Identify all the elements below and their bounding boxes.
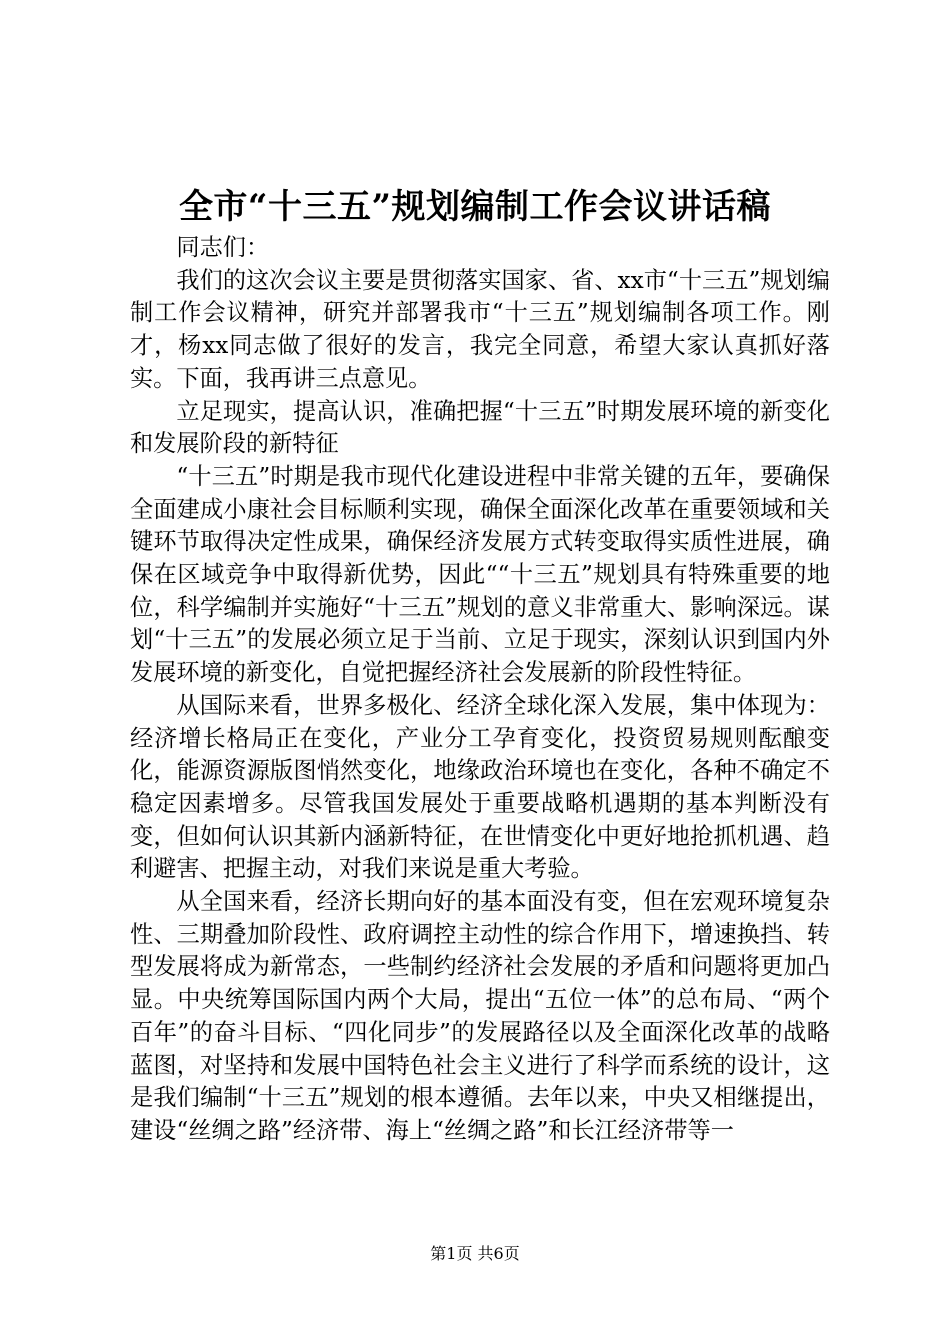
paragraph-3: 从国际来看，世界多极化、经济全球化深入发展，集中体现为：经济增长格局正在变化，产业分工孕育变化，投资贸易规则酝酿变化，能源资源版图悄然变化，地缘政治环境也在变化，各种不确定不稳定因素增多。尽管我国发展处于重要战略机遇期的基本判断没有变，但如何认识其新内涵新特征，在世情变化中更好地抢抓机遇、趋利避害、把握主动，对我们来说是重大考验。 <box>130 691 830 883</box>
paragraph-2: “十三五”时期是我市现代化建设进程中非常关键的五年，要确保全面建成小康社会目标顺利实现，确保全面深化改革在重要领域和关键环节取得决定性成果，确保经济发展方式转变取得实质性进展，确保在区域竞争中取得新优势，因此““十三五”规划具有特殊重要的地位，科学编制并实施好“十三五”规划的意义非常重大、影响深远。谋划“十三五”的发展必须立足于当前、立足于现实，深刻认识到国内外发展环境的新变化，自觉把握经济社会发展新的阶段性特征。 <box>130 462 830 687</box>
document-body <box>130 232 830 1148</box>
paragraph-4: 从全国来看，经济长期向好的基本面没有变，但在宏观环境复杂性、三期叠加阶段性、政府调控主动性的综合作用下，增速换挡、转型发展将成为新常态，一些制约经济社会发展的矛盾和问题将更加凸显。中央统筹国际国内两个大局，提出“五位一体”的总布局、“两个百年”的奋斗目标、“四化同步”的发展路径以及全面深化改革的战略蓝图，对坚持和发展中国特色社会主义进行了科学而系统的设计，这是我们编制“十三五”规划的根本遵循。去年以来，中央又相继提出，建设“丝绸之路”经济带、海上“丝绸之路”和长江经济带等一 <box>130 888 830 1144</box>
salutation: 同志们： <box>176 234 270 261</box>
document-title: 全市“十三五”规划编制工作会议讲话稿 <box>178 187 772 227</box>
section-heading-1: 立足现实，提高认识，准确把握“十三五”时期发展环境的新变化和发展阶段的新特征 <box>130 397 830 458</box>
page-number-footer: 第1页 共6页 <box>430 1244 520 1263</box>
paragraph-1: 我们的这次会议主要是贯彻落实国家、省、xx市“十三五”规划编制工作会议精神，研究并部署我市“十三五”规划编制各项工作。刚才，杨xx同志做了很好的发言，我完全同意，希望大家认真抓好落实。下面，我再讲三点意见。 <box>130 266 830 392</box>
